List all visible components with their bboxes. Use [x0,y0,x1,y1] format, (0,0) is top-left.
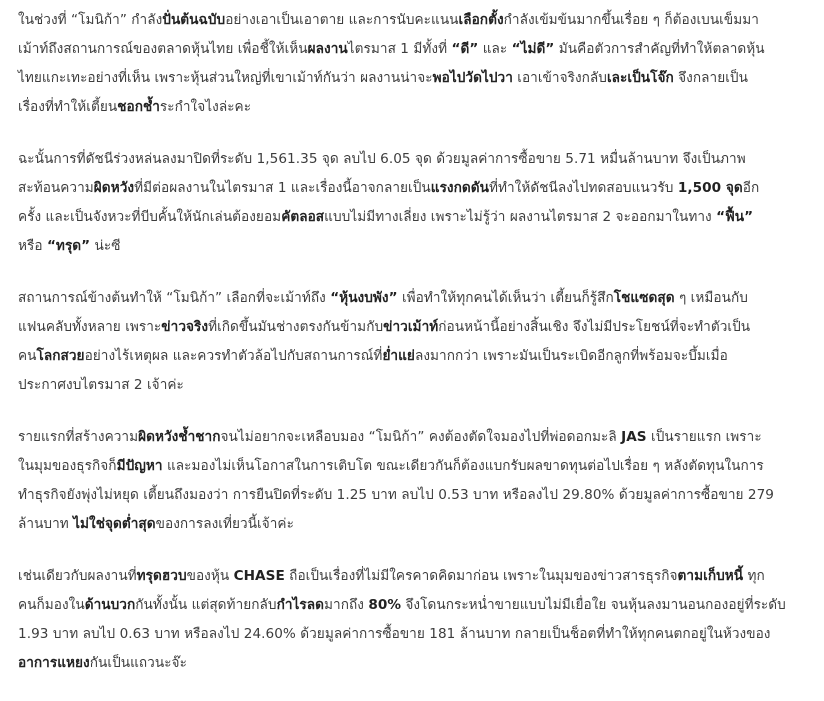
bold-text: ทรุดฮวบ [136,568,187,584]
bold-text: มีปัญหา [116,458,163,474]
text-run: อย่างเอาเป็นเอาตาย และการนับคะแนน [225,12,459,28]
text-run: ลงมากกว่า เพราะมันเป็นระเบิดอีกลูกที่พร้อมจะบึ้มเมื่อ [414,348,728,364]
bold-text: ไม่ใช่จุดต่ำสุด [73,516,156,532]
text-run: ทุก [743,568,765,584]
text-run: ฉะนั้นการที่ดัชนีร่วงหล่นลงมาปิดที่ระดับ 1,561.35 จุด ลบไป 6.05 จุด ด้วยมูลค่าการซื้อขาย 5.71 หมื่นล้านบาท จึงเป็นภาพ [18,151,746,167]
article-paragraph [18,423,818,539]
text-run: เรื่องที่ทำให้เตี้ยน [18,99,118,115]
paragraph-line [18,64,818,93]
bold-text: ด้านบวก [84,597,136,613]
article-body [18,6,818,701]
paragraph-line [18,591,818,620]
bold-text: 1,500 จุด [677,180,743,196]
paragraph-line [18,481,818,510]
text-run: เอาเข้าจริงกลับ [512,70,607,86]
text-run: ที่เกิดขึ้นมันช่างตรงกันข้ามกับ [208,319,384,335]
article-paragraph [18,562,818,678]
bold-text: เลือกตั้ง [458,12,504,28]
text-run: ของหุ้น [186,568,234,584]
text-run: ล้านบาท [18,516,74,532]
bold-text: “ดี” [451,41,479,57]
text-run: กันเป็นแถวนะจ๊ะ [89,655,187,671]
text-run: กำลังเข้มข้นมากขึ้นเรื่อย ๆ ก็ต้องเบนเข็มมา [503,12,759,28]
paragraph-line [18,203,818,232]
bold-text: คัตลอส [281,209,325,225]
text-run: ของการลงเที่ยวนี้เจ้าค่ะ [155,516,294,532]
paragraph-line [18,313,818,342]
paragraph-line [18,562,818,591]
text-run: จึงกลายเป็น [673,70,748,86]
text-run: จนไม่อยากจะเหลือบมอง “โมนิก้า” คงต้องตัดใจมองไปที่พ่อดอกมะลิ [220,429,622,445]
text-run: ในมุมของธุรกิจก็ [18,458,117,474]
article-paragraph [18,145,818,261]
text-run: ก่อนหน้านี้อย่างสิ้นเชิง จึงไม่มีประโยชน์ที่จะทำตัวเป็น [438,319,751,335]
text-run: แบบไม่มีทางเลี่ยง เพราะไม่รู้ว่า ผลงานไตรมาส 2 จะออกมาในทาง [324,209,717,225]
text-run: ครั้ง และเป็นจังหวะที่บีบคั้นให้นักเล่นต้องยอม [18,209,282,225]
text-run: เช่นเดียวกับผลงานที่ [18,568,137,584]
paragraph-line [18,452,818,481]
text-run: แฟนคลับทั้งหลาย เพราะ [18,319,162,335]
bold-text: ตามเก็บหนี้ [677,568,744,584]
paragraph-line [18,145,818,174]
text-run: ประกาศงบไตรมาส 2 เจ้าค่ะ [18,377,184,393]
article-paragraph [18,6,818,122]
paragraph-line [18,423,818,452]
text-run: ระกำใจไงล่ะคะ [159,99,252,115]
paragraph-line [18,371,818,400]
text-run: ไตรมาส 1 มีทั้งที่ [347,41,452,57]
text-run: รายแรกที่สร้างความ [18,429,139,445]
bold-text: อาการแหยง [18,655,90,671]
bold-text: “ทรุด” [46,238,91,254]
bold-text: “ฟื้น” [716,209,754,225]
bold-text: โลกสวย [36,348,85,364]
text-run: 1.93 บาท ลบไป 0.63 บาท หรือลงไป 24.60% ด้วยมูลค่าการซื้อขาย 181 ล้านบาท กลายเป็นช็อตที่ทำให้ทุกคนตกอยู่ในห้วงของ [18,626,771,642]
paragraph-line [18,342,818,371]
bold-text: ผิดหวัง [93,180,135,196]
bold-text: “ไม่ดี” [511,41,555,57]
text-run: และมองไม่เห็นโอกาสในการเติบโต ขณะเดียวกันก็ต้องแบกรับผลขาดทุนต่อไปเรื่อย ๆ หลังตัดทุนในการ [162,458,764,474]
bold-text: ผลงาน [307,41,348,57]
text-run: ไทยแกะเทะอย่างที่เห็น เพราะหุ้นส่วนใหญ่ที่เขาเม้าท์กันว่า ผลงานน่าจะ [18,70,433,86]
bold-text: แรงกดดัน [430,180,489,196]
text-run: จึงโดนกระหน่ำขายแบบไม่มีเยื่อใย จนหุ้นลงมานอนกองอยู่ที่ระดับ [401,597,786,613]
text-run: เม้าท์ถึงสถานการณ์ของตลาดหุ้นไทย เพื่อชี้ให้เห็น [18,41,308,57]
text-run: ที่มีต่อผลงานในไตรมาส 1 และเรื่องนี้อาจกลายเป็น [134,180,431,196]
text-run: เป็นรายแรก เพราะ [646,429,762,445]
text-run: ที่ทำให้ดัชนีลงไปทดสอบแนวรับ [489,180,678,196]
paragraph-line [18,174,818,203]
text-run: ทำธุรกิจยังพุ่งไม่หยุด เตี้ยนถึงมองว่า การยืนปิดที่ระดับ 1.25 บาท ลบไป 0.53 บาท หรือลงไป 29.80% ด้วยมูลค่าการซื้อขาย 279 [18,487,774,503]
text-run: คนก็มองใน [18,597,85,613]
text-run: สะท้อนความ [18,180,94,196]
bold-text: “หุ้นงบพัง” [330,290,398,306]
bold-text: กำไรลด [276,597,325,613]
paragraph-line [18,649,818,678]
bold-text: ชอกช้ำ [117,99,160,115]
paragraph-line [18,35,818,64]
text-run: ในช่วงที่ “โมนิก้า” กำลัง [18,12,163,28]
bold-text: CHASE [233,568,285,584]
paragraph-line [18,510,818,539]
bold-text: ผิดหวังช้ำชาก [138,429,221,445]
text-run: ๆ เหมือนกับ [674,290,748,306]
text-run: และ [478,41,512,57]
text-run: หรือ [18,238,47,254]
article-paragraph [18,284,818,400]
bold-text: พอไปวัดไปวา [432,70,513,86]
bold-text: ข่าวจริง [161,319,209,335]
bold-text: ปั่นต้นฉบับ [162,12,226,28]
bold-text: เละเป็นโจ๊ก [606,70,674,86]
paragraph-line [18,6,818,35]
paragraph-line [18,93,818,122]
bold-text: ย่ำแย่ [382,348,415,364]
bold-text: 80% [368,597,402,613]
text-run: ถือเป็นเรื่องที่ไม่มีใครคาดคิดมาก่อน เพราะในมุมของข่าวสารธุรกิจ [284,568,678,584]
text-run: เพื่อทำให้ทุกคนได้เห็นว่า เตี้ยนก็รู้สึก [397,290,614,306]
text-run: อย่างไร้เหตุผล และควรทำตัวล้อไปกับสถานการณ์ที่ [84,348,383,364]
paragraph-line [18,620,818,649]
text-run: สถานการณ์ข้างต้นทำให้ “โมนิก้า” เลือกที่จะเม้าท์ถึง [18,290,331,306]
text-run: คน [18,348,37,364]
text-run: กันทั้งนั้น แต่สุดท้ายกลับ [135,597,277,613]
paragraph-line [18,284,818,313]
paragraph-line [18,232,818,261]
text-run: มากถึง [324,597,369,613]
bold-text: JAS [621,429,647,445]
bold-text: โชแซดสุด [613,290,675,306]
text-run: อีก [742,180,760,196]
text-run: มันคือตัวการสำคัญที่ทำให้ตลาดหุ้น [554,41,765,57]
text-run: น่ะซี [90,238,121,254]
bold-text: ข่าวเม้าท์ [383,319,439,335]
